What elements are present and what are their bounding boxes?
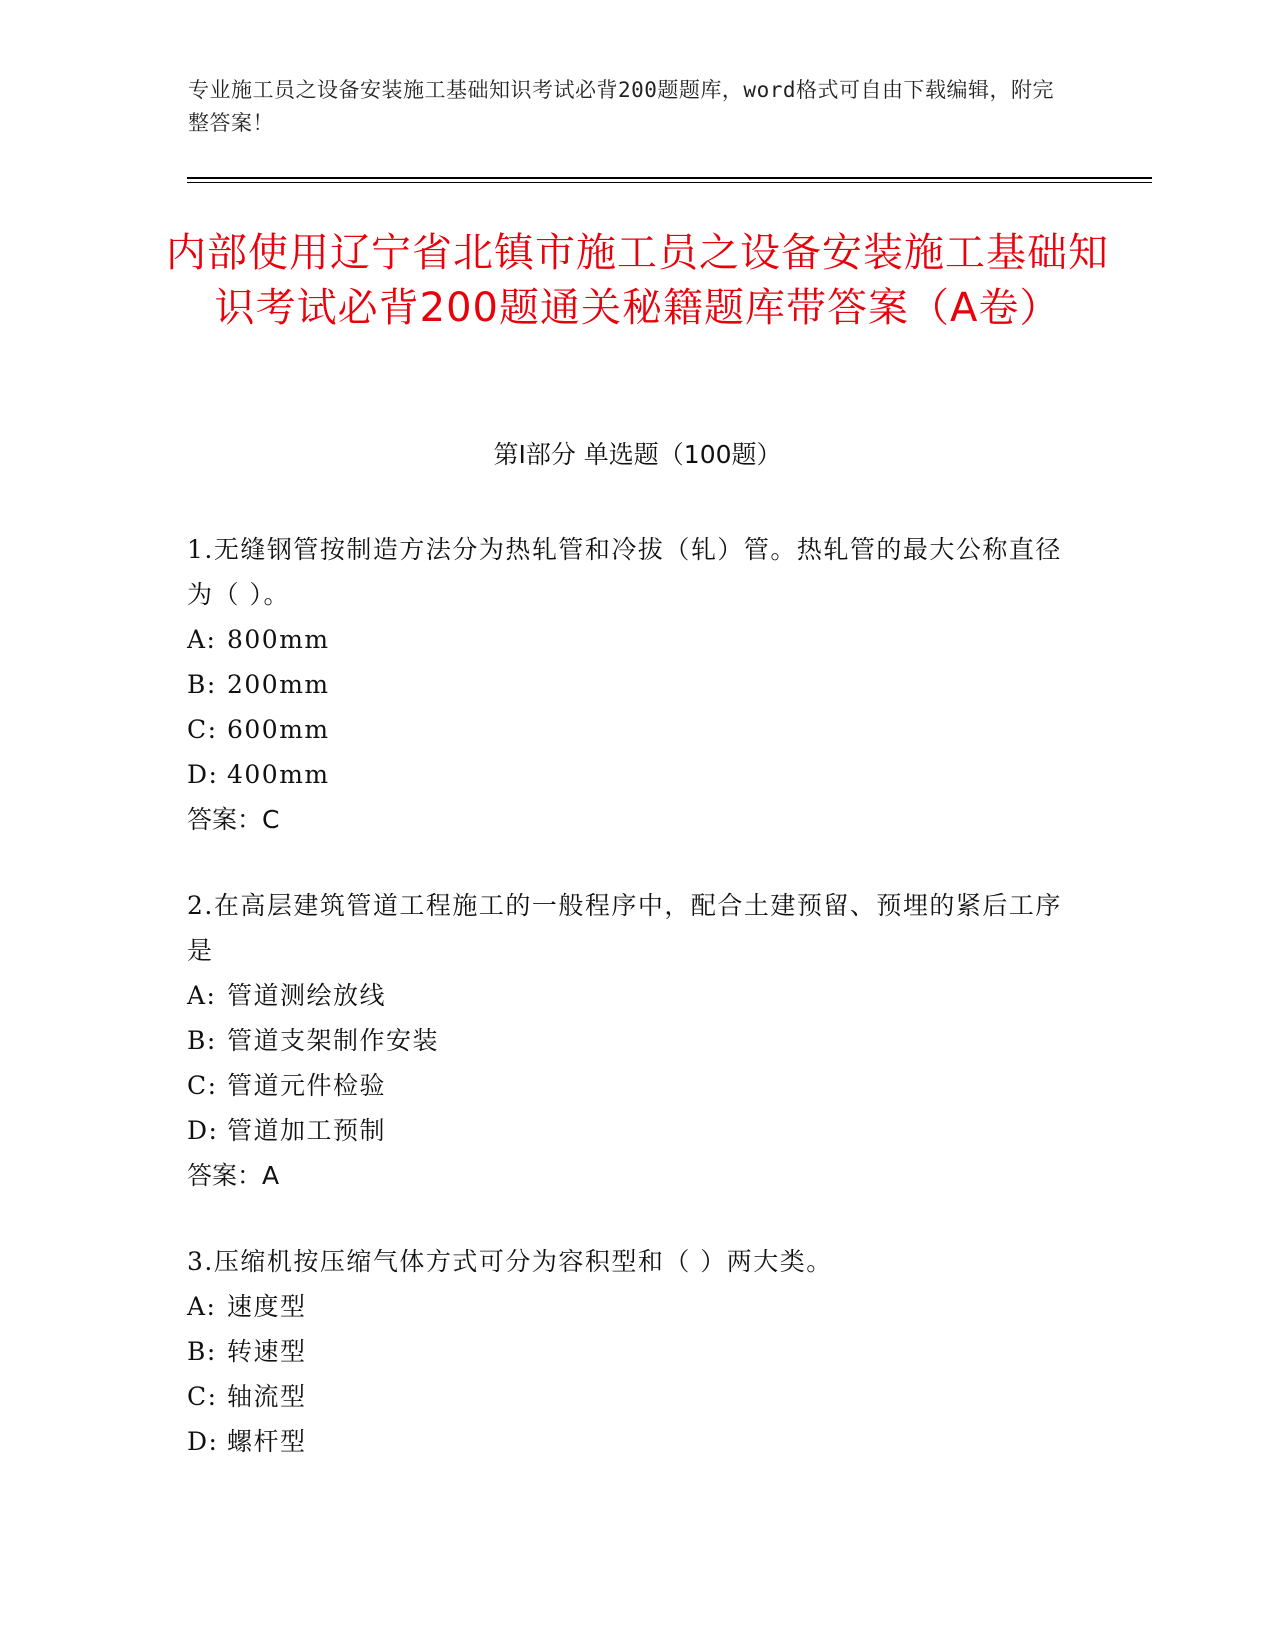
answer-line: 答案：A: [187, 1161, 280, 1190]
answer-line: 答案：C: [187, 805, 280, 834]
option-text: 管道加工预制: [227, 1116, 387, 1145]
option-b: [187, 662, 1067, 707]
option-text: 200mm: [227, 670, 330, 699]
option-letter: B:: [187, 1337, 217, 1366]
question-3: [187, 1239, 1067, 1464]
option-a: [187, 973, 1067, 1018]
option-text: 管道测绘放线: [227, 981, 387, 1010]
option-d: [187, 1419, 1067, 1464]
option-text: 速度型: [227, 1292, 307, 1321]
option-text: 600mm: [227, 715, 330, 744]
option-letter: B:: [187, 1026, 217, 1055]
option-letter: D:: [187, 1427, 219, 1456]
option-c: [187, 707, 1067, 752]
option-b: [187, 1018, 1067, 1063]
header-rule-thick: [187, 177, 1152, 179]
question-stem: 1.无缝钢管按制造方法分为热轧管和冷拔（轧）管。热轧管的最大公称直径为（ ）。: [187, 535, 1062, 609]
question-list: [187, 527, 1067, 1505]
option-letter: D:: [187, 760, 219, 789]
question-stem: 2.在高层建筑管道工程施工的一般程序中，配合土建预留、预埋的紧后工序是: [187, 891, 1062, 965]
option-a: [187, 617, 1067, 662]
option-c: [187, 1374, 1067, 1419]
option-text: 转速型: [227, 1337, 307, 1366]
option-text: 管道元件检验: [227, 1071, 387, 1100]
option-letter: D:: [187, 1116, 219, 1145]
option-letter: C:: [187, 1382, 218, 1411]
option-letter: A:: [187, 1292, 217, 1321]
question-2: [187, 883, 1067, 1198]
option-text: 800mm: [227, 625, 330, 654]
section-heading: 第I部分 单选题（100题）: [493, 440, 782, 469]
header-rule-thin: [187, 182, 1152, 183]
option-letter: A:: [187, 981, 217, 1010]
option-letter: C:: [187, 1071, 218, 1100]
option-a: [187, 1284, 1067, 1329]
document-title: 内部使用辽宁省北镇市施工员之设备安装施工基础知识考试必背200题通关秘籍题库带答案（A卷）: [166, 230, 1109, 331]
option-letter: B:: [187, 670, 217, 699]
option-text: 轴流型: [227, 1382, 307, 1411]
option-d: [187, 752, 1067, 797]
option-text: 400mm: [227, 760, 330, 789]
question-1: [187, 527, 1067, 842]
option-text: 螺杆型: [227, 1427, 307, 1456]
option-c: [187, 1063, 1067, 1108]
header-note: 专业施工员之设备安装施工基础知识考试必背200题题库，word格式可自由下载编辑，附完整答案！: [188, 78, 1054, 135]
option-letter: C:: [187, 715, 218, 744]
option-d: [187, 1108, 1067, 1153]
option-b: [187, 1329, 1067, 1374]
question-stem: 3.压缩机按压缩气体方式可分为容积型和（ ）两大类。: [187, 1247, 833, 1276]
option-text: 管道支架制作安装: [227, 1026, 440, 1055]
option-letter: A:: [187, 625, 217, 654]
